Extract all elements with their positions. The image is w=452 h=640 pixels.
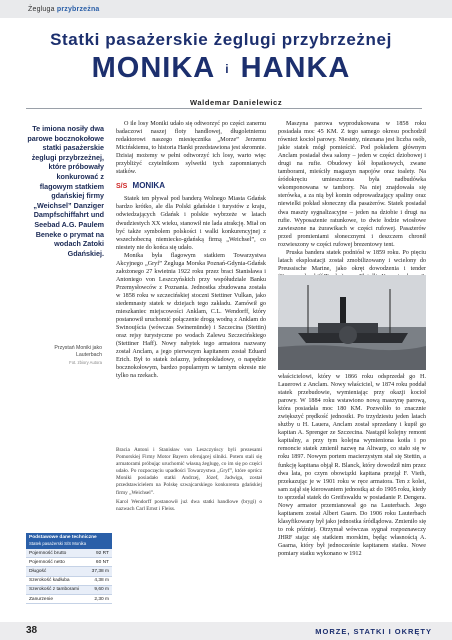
row-label: Pojemność brutto: [29, 550, 67, 556]
header-rule: [26, 108, 422, 109]
title-name-monika: MONIKA: [91, 52, 215, 84]
row-value: 4,38 m: [94, 578, 109, 584]
subhead-prefix: S/S: [116, 183, 128, 191]
row-value: 2,30 m: [94, 596, 109, 602]
technical-data-header: [26, 533, 112, 549]
table-row: [26, 567, 112, 576]
footnote-1: Bracia Antoni i Stanisław von Leszczyńscy byli prezesami Pomorskiej Firmy Motor Bayern oferującej silniki. Potem stali się armatorami próbując uruchomić własną żeglugę, co im się po części udało. Po rozpoczęciu upadłości Towarzystwa „Gryf”, które oprócz Moniki posiadało statki Andrzej, Józef, Jadwiga, został przedstawicielem na Polskę szwajcarskiego konkurenta gdańskiej firmy „Weichsel”.: [116, 447, 262, 496]
column-2-continued: [278, 373, 426, 558]
row-value: 60 NT: [95, 559, 109, 565]
title-main: [26, 52, 416, 85]
table-row: [26, 577, 112, 586]
table-row: [26, 558, 112, 567]
technical-data-subtitle: Statek pasażerski S/S Monika: [29, 541, 87, 546]
column-1: [116, 120, 266, 380]
technical-data-title: Podstawowe dane techniczne: [29, 535, 97, 540]
title-name-hanka: HANKA: [240, 52, 351, 84]
row-label: Długość: [29, 568, 47, 574]
table-row: [26, 586, 112, 595]
author-byline: Waldemar Danielewicz: [190, 98, 283, 107]
row-value: 9,60 m: [94, 587, 109, 593]
row-label: Pojemność netto: [29, 559, 65, 565]
photo-credit: Fot. zbiory Autora: [69, 360, 102, 365]
technical-data-box: [26, 533, 112, 604]
ship-photo: [278, 275, 426, 370]
section-tag: [28, 6, 100, 13]
row-label: Szerokość kadłuba: [29, 578, 70, 584]
body-paragraph: Monika była flagowym statkiem Towarzystwa Akcyjnego „Gryf” Żegluga Morska Poznań-Gdynia-Gdańsk założonego 27 kwietnia 1922 roku przez braci Stanisława i Antoniego von Leszczyńskich przy współudziale Banku Przemysłowców z Poznania. Jednostka zbudowana została w 1858 roku w szczecińskiej stoczni Stettiner Vulkan, jako siedemnasty statek w dziejach tego zakładu. Zamówił go mieszkaniec miejscowości Anklam, C.L. Wendorff, który postanowił uruchomić połączenie drogą wodną z Anklam do Swinoujścia (wówczas Swinemünde) i Szczecina (Stettin) oraz rejsy turystyczne po wodach Zalewu Szczecińskiego (Stettiner Haff). Nowy nabytek tego armatora nazwany został Anclam, a jego pierwszym kapitanem został Eduard Erich. Był to statek żelazny, jednopokładowy, o napędzie bocznokołowym, bardzo popularnym w tamtym okresie nie tylko na rzekach.: [116, 252, 266, 380]
row-label: Szerokość z tamborami: [29, 587, 80, 593]
column-2: [278, 120, 426, 289]
photo-caption-text: Przystań Moniki jako Lauterbach: [54, 345, 102, 358]
body-paragraph: właścicielowi, który w 1866 roku odsprzedał go H. Lauerowi z Anclam. Nowy właściciel, w 1874 roku poddał statek przebudowie, wymieniając przy okazji kocioł parowy. W 1884 roku wstawiono nową maszynę parową, która posiadała moc 180 KM. Pozwoliło to znacznie zwiększyć prędkość jednostki. Po trzydziestu jeden latach służby u H. Lauera, Anclam został sprzedany i kupił go kapitan A. Sprenger ze Szczecina. Nastąpił kolejny remont kapitalny, a przy tym kolejna wymieniona kotła i po remoncie statek zmienił nazwę na Altwarp, co stało się w roku 1897. Nowym portem macierzystym stał się Stettin, a funkcję kapitana objął R. Blanck, który dowodził nim przez dwa lata, po czym obowiązki kapitana przejął F. Vieth, przekazując je w 1901 roku w ręce armatora. Ten z kolei, sam zajął się kierowaniem jednostką aż do 1905 roku, kiedy to sprzedał statek do Greifswaldu w posiadanie P. Dengera. Nowy armator przemianował go na Lauterbach. Jego kapitanem został Albert Gaarn. Do 1906 roku Lauterbach klasyfikowany był jako jednostka śródlądowa. Zmieniło się to rok później. Otrzymał wówczas sygnał rozpoznawczy JHRF stając się statkiem morskim, będąc własnością A. Gaarna, który był jednocześnie kapitanem statku. Nowe pomiary statku wykonano w 1912: [278, 374, 427, 558]
row-value: 92 RT: [96, 550, 109, 556]
row-value: 37,38 m: [91, 568, 109, 574]
paddle-steamer-illustration: [278, 275, 426, 370]
body-paragraph: Maszyna parowa wyprodukowana w 1858 roku posiadała moc 45 KM. Z tego samego okresu pochodził również kocioł parowy. Niestety, nieznana jest liczba osób, jakie statek mógł pomieścić. Pod pokładem głównym Anclam posiadał dwa salony – jeden w części dziobowej i drugi na rufie. Obudowy kół łopatkowych, zwane tamborami, mieściły magazyn napojów oraz toalety. Na śródokręciu umieszczona była nadbudówka wkomponowana w tambory. Na niej znajdowała się sterówka, a za nią był komin odprowadzający spaliny oraz niewielki pokład słoneczny dla pasażerów. Statek posiadał dwa maszty sygnalizacyjne – jeden na dziobie i drugi na rufie. Wyposażenie ratunkowe, to dwie łodzie wiosłowe zawieszone na żurawikach w części rufowej. Pasażerów przed promieniami słonecznymi i deszczem chronił rozwieszony w części rufowej brezentowy tent.: [278, 121, 426, 248]
row-label: Zanurzenie: [29, 596, 53, 602]
body-paragraph: Statek ten pływał pod banderą Wolnego Miasta Gdańsk bardzo krótko, ale dla Polski gdańskie i turystów z kraju, odwiedzających Gdańsk i polskie wybrzeże w latach dwudziestych XX wieku, stanowił nie lada atrakcję. Miał on być także symbolem polskości i walki konkurencyjnej z wszechobecną niemiecko-gdańską firmą „Weichsel”, co niestety nie do końca się udało.: [116, 196, 266, 251]
technical-data-table: [26, 549, 112, 604]
section-name: przybrzeżna: [56, 6, 100, 13]
footnote-2: Karol Wendorff postanowił już dwa statki handlowe (brygi) o nazwach Carl Ernst i Fleiss.: [116, 498, 262, 512]
title-kicker: Statki pasażerskie żeglugi przybrzeżnej: [50, 30, 392, 49]
lead-paragraph: Te imiona nosiły dwa parowe bocznokołowe statki pasażerskie żeglugi przybrzeżnej, które próbowały konkurować z flagowym statkiem gdańskiej firmy „Weichsel” Danziger Dampfschiffahrt und Seebad A.G. Paulem Beneke o prymat na wodach Zatoki Gdańskiej.: [27, 124, 104, 258]
subhead: [116, 182, 266, 191]
article-header: [26, 30, 416, 98]
title-conjunction: i: [225, 62, 230, 77]
footnotes: [116, 447, 262, 515]
section-prefix: Żegluga: [28, 6, 55, 13]
table-row: [26, 595, 112, 604]
page-number: 38: [26, 625, 38, 636]
magazine-name: MORZE, STATKI I OKRĘTY: [315, 627, 432, 636]
body-paragraph: Pruska bandera statek podniósł w 1859 roku. Po pięciu latach eksploatacji został zmobilizowany i wcielony do Preussische Marine, jako okręt dowodzenia i tender: [278, 249, 426, 272]
table-row: [26, 549, 112, 558]
subhead-text: MONIKA: [132, 181, 165, 191]
photo-caption: [38, 345, 102, 367]
intro-paragraph: O ile losy Moniki udało się odtworzyć po części zanernu badaczowi naszej floty handlowej, długoletniemu redaktorowi naszego miesięcznika „Morze” Jerzemu Micińskiemu, to historia Hanki przedstawiona jest skromnie. Dzisiaj możemy w pełni odtworzyć ich losy, warto więc przybliżyć czytelnikom sylwetki tych zapomnianych statków.: [116, 121, 266, 176]
